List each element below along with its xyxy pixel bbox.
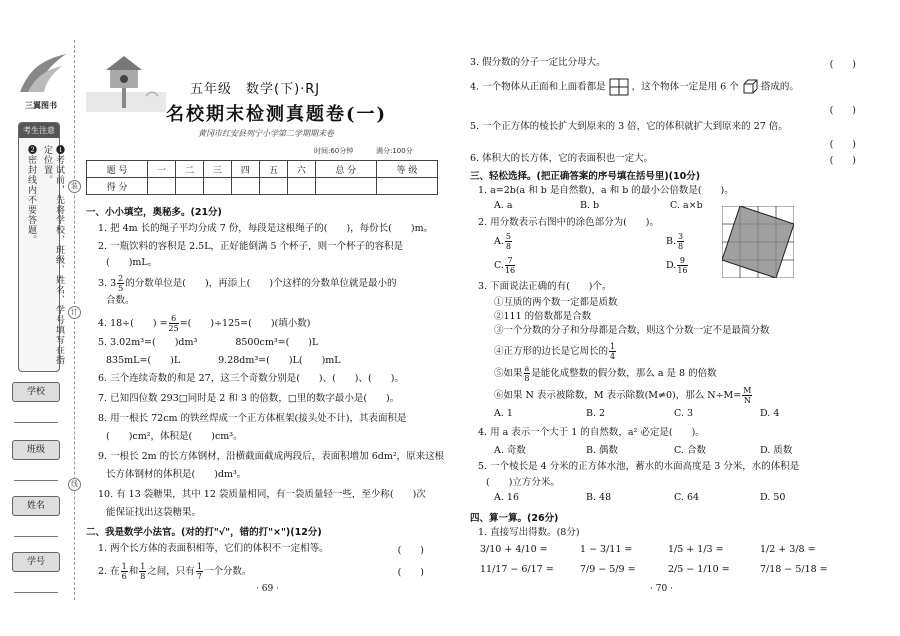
choice-2-option-a[interactable] [494,232,513,251]
score-cell[interactable] [148,178,176,195]
j2-mid2: 之间，只有 [147,566,195,577]
answer-paren[interactable]: ( ) [397,545,424,556]
statement-3: ③一个分数的分子和分母都是合数，则这个分数一定不是最简分数 [494,325,770,336]
question-1-8-cont: ( )cm²，体积是( )cm³。 [106,431,243,442]
statement-5 [494,364,870,383]
calc-7: 2/5 − 1/10 = [668,564,730,575]
notice-item-2: ❷密封线内不要答题。 [26,145,36,245]
choice-3: 3. 下面说法正确的有( )个。 [478,281,612,292]
question-1-9-cont: 长方体钢材的体积是( )dm³。 [106,469,247,480]
option-letter: C. [494,260,504,271]
statement-2: ②111 的倍数都是合数 [494,311,592,322]
fraction: $\frac{1}{4}$ [610,342,616,361]
statement-1: ①互质的两个数一定都是质数 [494,297,618,308]
score-head-cell: 一 [148,161,176,178]
question-1-4 [98,314,438,333]
j2-mid: 和 [128,566,139,577]
calc-3: 1/5 + 1/3 = [668,544,724,555]
fraction: $\frac{5}{8}$ [505,232,511,251]
answer-paren[interactable]: ( ) [829,155,856,166]
choice-1-option-a[interactable]: A. a [494,200,513,211]
answer-paren[interactable]: ( ) [829,105,856,116]
score-cell[interactable] [287,178,315,195]
question-1-7: 7. 已知四位数 293□同时是 2 和 3 的倍数，□里的数字最小是( )。 [98,393,400,404]
score-cell[interactable] [315,178,376,195]
choice-3-option-a[interactable]: A. 1 [494,408,513,419]
choice-2-option-c[interactable] [494,256,516,275]
statement-6 [494,386,870,405]
judge-3: 3. 假分数的分子一定比分母大。 [470,57,606,68]
score-cell[interactable] [231,178,259,195]
fraction: $\frac{9}{16}$ [677,256,688,275]
grid-view-icon [609,78,629,96]
q3-text: 的分数单位是( )，再添上( )个这样的分数单位就是最小的 [125,278,397,289]
name-label: 姓名 [12,496,60,516]
calc-title: 1. 直接写出得数。(8分) [478,527,580,538]
choice-4-option-b[interactable]: B. 偶数 [586,445,619,456]
choice-5-option-d[interactable]: D. 50 [760,492,786,503]
calc-2: 1 − 3/11 = [580,544,633,555]
judge-2 [98,562,438,581]
page-70 [470,52,870,612]
option-letter: D. [666,260,677,271]
judge-4 [470,78,870,96]
score-head-cell: 六 [287,161,315,178]
question-1-10-cont: 能保证找出这袋糖果。 [106,507,202,518]
question-1-5-cont: 835mL=( )L 9.28dm³=( )L( )mL [106,355,341,366]
fraction: $\frac{M}{N}$ [743,386,752,405]
question-1-6: 6. 三个连续奇数的和是 27，这三个奇数分别是( )、( )、( )。 [98,373,404,384]
school-label: 学校 [12,382,60,402]
question-1-9: 9. 一根长 2m 的长方体钢材，沿横截面截成两段后，表面积增加 6dm²，原来这根 [98,451,445,462]
section-1-heading: 一、小小填空，奥秘多。(21分) [86,207,222,218]
score-cell[interactable] [203,178,231,195]
choice-4: 4. 用 a 表示一个大于 1 的自然数，a² 必定是( )。 [478,427,705,438]
calc-4: 1/2 + 3/8 = [760,544,816,555]
student-id-label: 学号 [12,552,60,572]
choice-2-option-b[interactable] [666,232,685,251]
option-letter: A. [494,236,504,247]
question-1-1: 1. 把 4m 长的绳子平均分成 7 份，每段是这根绳子的( )，每份长( )m。 [98,223,434,234]
page-number: · 69 · [256,584,279,594]
choice-1-option-c[interactable]: C. a×b [670,200,703,211]
seal-mark-xian: 线 [68,478,81,491]
statement-4 [494,342,870,361]
question-1-10: 10. 有 13 袋糖果，其中 12 袋质量相同，有一袋质量轻一些，至少称( )次 [98,489,426,500]
score-head-cell: 四 [231,161,259,178]
brand-name: 三翼图书 [25,101,57,110]
fraction: $\frac{a}{8}$ [524,364,530,383]
notice-title: 考生注意 [19,123,59,138]
class-line[interactable] [14,480,58,481]
student-id-line[interactable] [14,592,58,593]
j2-pre: 2. 在 [98,566,120,577]
choice-1: 1. a=2b(a 和 b 是自然数)，a 和 b 的最小公倍数是( )。 [478,185,734,196]
choice-5-option-c[interactable]: C. 64 [674,492,700,503]
score-cell[interactable] [176,178,204,195]
choice-3-option-b[interactable]: B. 2 [586,408,606,419]
j4-pre: 4. 一个物体从正面和上面看都是 [470,81,606,93]
school-line[interactable] [14,422,58,423]
score-head-cell: 二 [176,161,204,178]
score-head-cell: 等 级 [376,161,437,178]
name-line[interactable] [14,536,58,537]
question-1-3 [98,274,438,293]
class-label: 班级 [12,440,60,460]
score-head-cell: 三 [203,161,231,178]
fraction: $\frac{1}{8}$ [140,562,146,581]
question-1-2: 2. 一瓶饮料的容积是 2.5L，正好能倒满 5 个杯子，则一个杯子的容积是 [98,241,404,252]
choice-4-option-a[interactable]: A. 奇数 [494,445,526,456]
seal-mark-zhuang: 装 [68,180,81,193]
fraction: $\frac{1}{6}$ [121,562,127,581]
judge-6: 6. 体积大的长方体，它的表面积也一定大。 [470,153,654,164]
statement-6-text: ⑥如果 N 表示被除数，M 表示除数(M≠0)，那么 N÷M= [494,390,742,401]
score-table [86,160,438,195]
section-4-heading: 四、算一算。(26分) [470,513,559,524]
q3-prefix: 3. 3 [98,278,117,289]
score-head-cell: 题 号 [87,161,148,178]
option-letter: B. [666,236,677,247]
answer-paren[interactable]: ( ) [397,567,424,578]
birdhouse-illustration-icon [86,52,166,112]
j2-post: 一个分数。 [203,566,252,577]
question-1-5: 5. 3.02m³=( )dm³ 8500cm³=( )L [98,337,319,348]
page-number: · 70 · [650,584,673,594]
fraction: $\frac{2}{5}$ [118,274,124,293]
choice-5-cont: ( )立方分米。 [486,477,560,488]
exam-title: 名校期末检测真题卷(一) [166,104,388,125]
choice-5-option-b[interactable]: B. 48 [586,492,612,503]
q4-prefix: 4. 18÷( ) = [98,318,168,329]
score-head-cell: 五 [259,161,287,178]
choice-3-option-d[interactable]: D. 4 [760,408,780,419]
fraction: $\frac{3}{8}$ [678,232,684,251]
score-row-label: 得 分 [87,178,148,195]
grade-subject: 五年级 数学(下)·RJ [190,82,321,97]
fraction: $\frac{1}{7}$ [196,562,202,581]
calc-5: 11/17 − 6/17 = [480,564,554,575]
publisher-logo-icon [12,48,70,98]
statement-5-rest: 是能化成整数的假分数，那么 a 是 8 的倍数 [531,368,717,379]
score-cell[interactable] [259,178,287,195]
score-head-cell: 总 分 [315,161,376,178]
q4-text: =( )÷125=( )(填小数) [179,318,311,329]
choice-5: 5. 一个棱长是 4 分米的正方体水池，蓄水的水面高度是 3 分米，水的体积是 [478,461,800,472]
j4-mid: ，这个物体一定是用 6 个 [631,81,739,93]
answer-paren[interactable]: ( ) [829,139,856,150]
choice-5-option-a[interactable]: A. 16 [494,492,519,503]
statement-5-text: ⑤如果 [494,368,523,379]
choice-4-option-d[interactable]: D. 质数 [760,445,793,456]
calc-1: 3/10 + 4/10 = [480,544,548,555]
choice-4-option-c[interactable]: C. 合数 [674,445,706,456]
judge-1: 1. 两个长方体的表面积相等，它们的体积不一定相等。 [98,543,329,554]
choice-1-option-b[interactable]: B. b [580,200,600,211]
seal-mark-ding: 订 [68,306,81,319]
choice-3-option-c[interactable]: C. 3 [674,408,694,419]
page-69 [86,52,445,612]
calc-8: 7/18 − 5/18 = [760,564,828,575]
j4-post: 搭成的。 [760,81,799,93]
notice-box [18,122,64,372]
choice-2: 2. 用分数表示右图中的涂色部分为( )。 [478,217,659,228]
question-1-3-cont: 合数。 [106,295,135,306]
shaded-square-figure-icon [722,206,794,278]
score-cell[interactable] [376,178,437,195]
statement-4-text: ④正方形的边长是它周长的 [494,346,609,357]
exam-source: 黄冈市红安县列宁小学第二学期期末卷 [198,129,334,138]
judge-5: 5. 一个正方体的棱长扩大到原来的 3 倍，它的体积就扩大到原来的 27 倍。 [470,121,788,132]
fraction: $\frac{7}{16}$ [504,256,516,275]
choice-2-option-d[interactable] [666,256,689,275]
fraction: $\frac{6}{25}$ [168,314,179,333]
score-table-row [87,178,438,195]
question-1-2-cont: ( )mL。 [106,257,158,268]
cube-icon [742,79,758,95]
time-limit: 时间:60分钟 [314,147,354,155]
score-table-header [87,161,438,178]
seal-line [74,40,75,600]
calc-6: 7/9 − 5/9 = [580,564,636,575]
answer-paren[interactable]: ( ) [829,59,856,70]
full-score: 满分:100分 [376,147,413,155]
section-2-heading: 二、我是数学小法官。(对的打"√"，错的打"×")(12分) [86,527,322,538]
notice-item-1: ❶考试前，先将学校、班级、姓名、学号填写在指定位置。 [42,145,64,365]
binding-strip [0,0,82,636]
section-3-heading: 三、轻松选择。(把正确答案的序号填在括号里)(10分) [470,171,701,182]
question-1-8: 8. 用一根长 72cm 的铁丝焊成一个正方体框架(接头处不计)，其表面积是 [98,413,407,424]
